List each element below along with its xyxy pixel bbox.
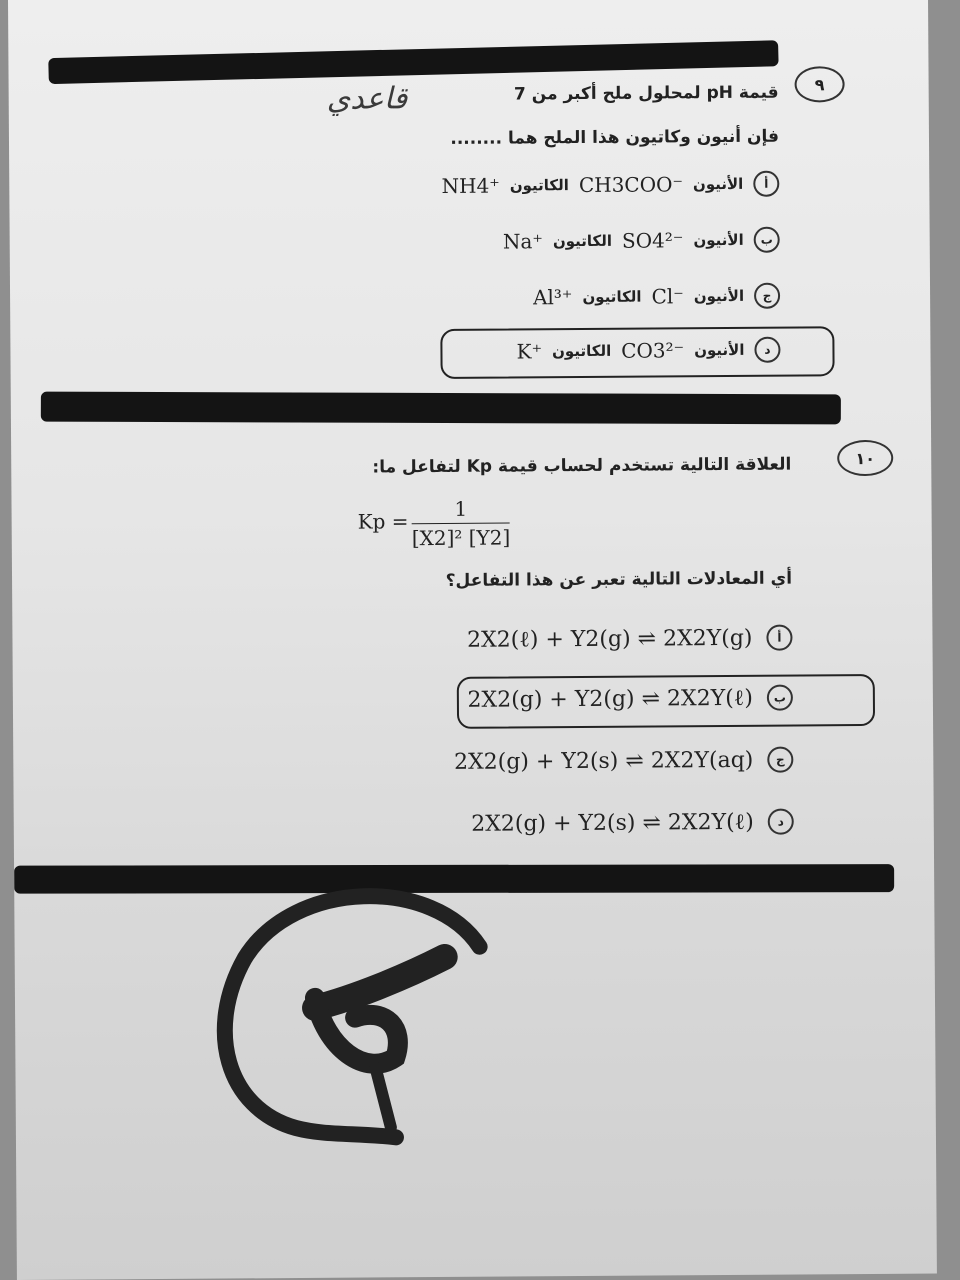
- anion-formula: SO4²⁻: [621, 228, 684, 253]
- question-9-number: ٩: [794, 66, 844, 102]
- anion-formula: Cl⁻: [651, 284, 684, 309]
- question-9-text-line2: فإن أنيون وكاتيون هذا الملح هما ........: [450, 126, 780, 149]
- kp-denominator: [X2]² [Y2]: [411, 525, 511, 551]
- cation-formula: K⁺: [516, 339, 543, 364]
- cation-label: الكاتيون: [582, 287, 642, 306]
- option-marker: د: [768, 809, 794, 835]
- divider-bar-middle: [41, 392, 841, 425]
- cation-label: الكاتيون: [509, 176, 569, 195]
- q9-option-a[interactable]: [441, 171, 779, 199]
- anion-label: الأنيون: [692, 174, 744, 194]
- option-marker: ج: [754, 283, 780, 309]
- equation-text: 2X2(ℓ) + Y2(g) ⇌ 2X2Y(g): [466, 625, 753, 653]
- q10-option-c[interactable]: [454, 747, 793, 775]
- signature-mark: [204, 887, 506, 1149]
- question-10-number: ١٠: [837, 440, 893, 476]
- q9-option-b[interactable]: [503, 227, 780, 255]
- q10-option-a[interactable]: [467, 625, 793, 653]
- cation-formula: Na⁺: [502, 229, 543, 254]
- cation-label: الكاتيون: [552, 231, 613, 251]
- q10-option-d[interactable]: [471, 809, 794, 837]
- q10-option-b[interactable]: [467, 685, 793, 713]
- kp-expression: [411, 497, 510, 551]
- handwritten-answer-note: قاعدي: [326, 81, 408, 117]
- option-marker: ج: [767, 747, 793, 773]
- kp-numerator: 1: [411, 497, 510, 525]
- divider-bar-top: [48, 40, 778, 84]
- cation-formula: Al³⁺: [532, 285, 573, 310]
- q9-option-c[interactable]: [533, 283, 780, 311]
- cation-formula: NH4⁺: [441, 173, 500, 198]
- anion-label: الأنيون: [693, 286, 745, 306]
- option-marker: أ: [766, 625, 792, 651]
- option-marker: أ: [753, 171, 779, 197]
- question-10-text-line2: أي المعادلات التالية تعبر عن هذا التفاعل؟: [445, 568, 793, 591]
- q9-option-d[interactable]: [517, 337, 781, 365]
- equation-text: 2X2(g) + Y2(s) ⇌ 2X2Y(aq): [453, 747, 754, 775]
- question-9-text-line1: قيمة pH لمحلول ملح أكبر من 7: [513, 82, 779, 105]
- equation-text: 2X2(g) + Y2(g) ⇌ 2X2Y(ℓ): [467, 685, 753, 713]
- option-marker: ب: [754, 227, 780, 253]
- cation-label: الكاتيون: [552, 341, 612, 361]
- equation-text: 2X2(g) + Y2(s) ⇌ 2X2Y(ℓ): [471, 809, 754, 837]
- anion-label: الأنيون: [694, 340, 745, 360]
- exam-page: [8, 0, 937, 1280]
- question-10-text-line1: العلاقة التالية تستخدم لحساب قيمة Kp لتفاعل ما:: [372, 454, 792, 478]
- kp-label: Kp =: [357, 509, 409, 534]
- option-marker: د: [754, 337, 780, 363]
- anion-formula: CO3²⁻: [621, 338, 685, 363]
- option-marker: ب: [767, 685, 793, 711]
- anion-label: الأنيون: [693, 230, 744, 250]
- anion-formula: CH3COO⁻: [578, 172, 684, 198]
